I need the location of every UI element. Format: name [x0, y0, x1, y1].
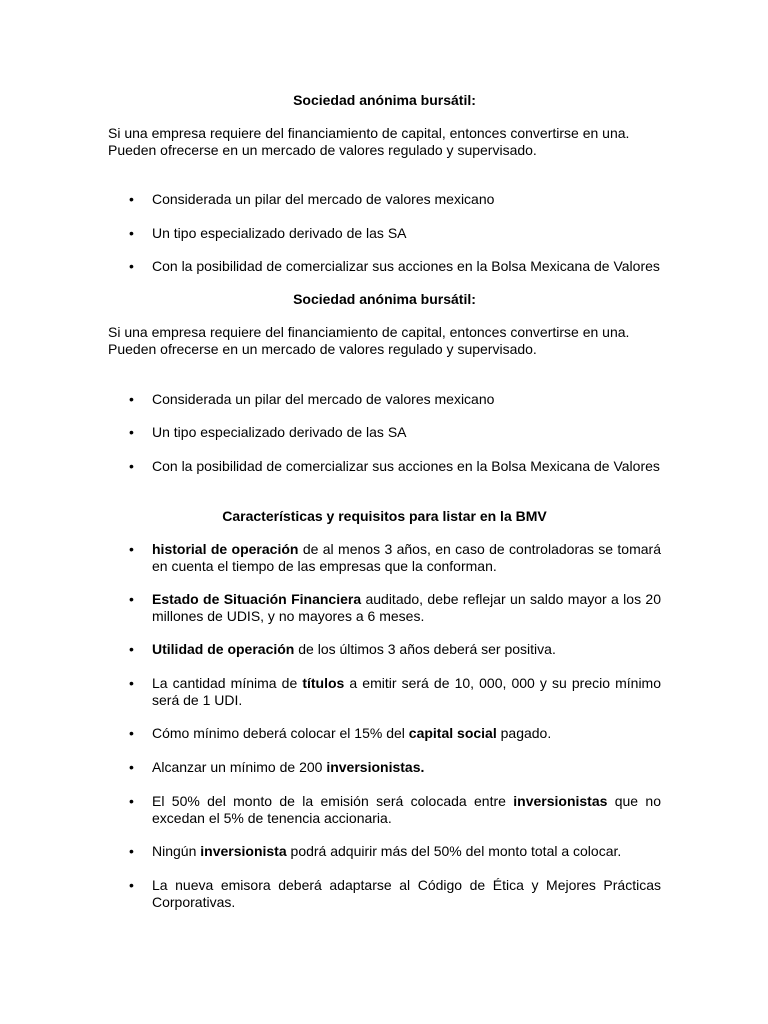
list-item-text	[152, 541, 661, 574]
bullet-icon: •	[129, 675, 134, 691]
list-item-text	[152, 877, 661, 910]
item-pre: La cantidad mínima de	[152, 675, 303, 691]
list-item-text	[152, 591, 661, 624]
section-title: Características y requisitos para listar en la BMV	[222, 508, 547, 524]
intro-line: Si una empresa requiere del financiamiento de capital, entonces convertirse en una.	[108, 125, 630, 141]
bullet-icon: •	[129, 258, 134, 274]
item-rest: auditado, debe reflejar un saldo mayor a los 20 millones de UDIS, y no mayores a 6 meses.	[152, 591, 662, 624]
bold-term: Estado de Situación Financiera	[152, 591, 362, 607]
bullet-icon: •	[129, 793, 134, 809]
list-item-text	[152, 725, 661, 742]
item-pre: Alcanzar un mínimo de 200	[152, 759, 327, 775]
bullet-icon: •	[129, 759, 134, 775]
intro-paragraph	[108, 125, 661, 158]
bold-term: inversionistas.	[326, 759, 425, 775]
item-rest: pagado.	[496, 725, 552, 741]
bullet-icon: •	[129, 591, 134, 607]
bullet-icon: •	[129, 843, 134, 859]
list-item-text	[152, 675, 661, 708]
bold-term: Utilidad de operación	[152, 641, 295, 657]
item-rest: a emitir será de 10, 000, 000 y su precio mínimo será de 1 UDI.	[152, 675, 661, 708]
bullet-icon: •	[129, 391, 134, 407]
item-rest: que no excedan el 5% de tenencia accionaria.	[152, 793, 661, 826]
bullet-icon: •	[129, 424, 134, 440]
intro-paragraph	[108, 324, 661, 357]
item-pre: El 50% del monto de la emisión será colocada entre	[152, 793, 514, 809]
bullet-icon: •	[129, 877, 134, 893]
list-item-text: Con la posibilidad de comercializar sus acciones en la Bolsa Mexicana de Valores	[152, 258, 660, 274]
item-rest: de al menos 3 años, en caso de controladoras se tomará en cuenta el tiempo de las empresas que la conforman.	[152, 541, 661, 574]
bold-term: historial de operación	[152, 541, 299, 557]
bold-term: títulos	[302, 675, 345, 691]
item-pre: Cómo mínimo deberá colocar el 15% del	[152, 725, 409, 741]
section-title: Sociedad anónima bursátil:	[293, 291, 476, 307]
list-item-text: Un tipo especializado derivado de las SA	[152, 225, 407, 241]
list-item-text	[152, 641, 661, 658]
bullet-icon: •	[129, 725, 134, 741]
intro-line: Pueden ofrecerse en un mercado de valores regulado y supervisado.	[108, 340, 537, 357]
item-rest: de los últimos 3 años deberá ser positiva.	[294, 641, 556, 657]
section-title: Sociedad anónima bursátil:	[293, 92, 476, 108]
bold-term: capital social	[408, 725, 497, 741]
list-item-text: Con la posibilidad de comercializar sus acciones en la Bolsa Mexicana de Valores	[152, 458, 660, 474]
bullet-icon: •	[129, 541, 134, 557]
intro-line: Pueden ofrecerse en un mercado de valores regulado y supervisado.	[108, 141, 537, 158]
list-item-text	[152, 759, 661, 776]
list-item-text: Considerada un pilar del mercado de valores mexicano	[152, 191, 495, 207]
list-item-text	[152, 793, 661, 826]
bold-term: inversionistas	[513, 793, 608, 809]
bold-term: inversionista	[200, 843, 287, 859]
item-pre: Ningún	[152, 843, 201, 859]
list-item-text: Considerada un pilar del mercado de valores mexicano	[152, 391, 495, 407]
bullet-icon: •	[129, 225, 134, 241]
item-pre: La nueva emisora deberá adaptarse al Código de Ética y Mejores Prácticas Corporativas.	[152, 877, 661, 910]
bullet-icon: •	[129, 458, 134, 474]
bullet-icon: •	[129, 191, 134, 207]
intro-line: Si una empresa requiere del financiamiento de capital, entonces convertirse en una.	[108, 324, 630, 340]
bullet-icon: •	[129, 641, 134, 657]
list-item-text	[152, 843, 661, 860]
item-rest: podrá adquirir más del 50% del monto total a colocar.	[286, 843, 622, 859]
list-item-text: Un tipo especializado derivado de las SA	[152, 424, 407, 440]
